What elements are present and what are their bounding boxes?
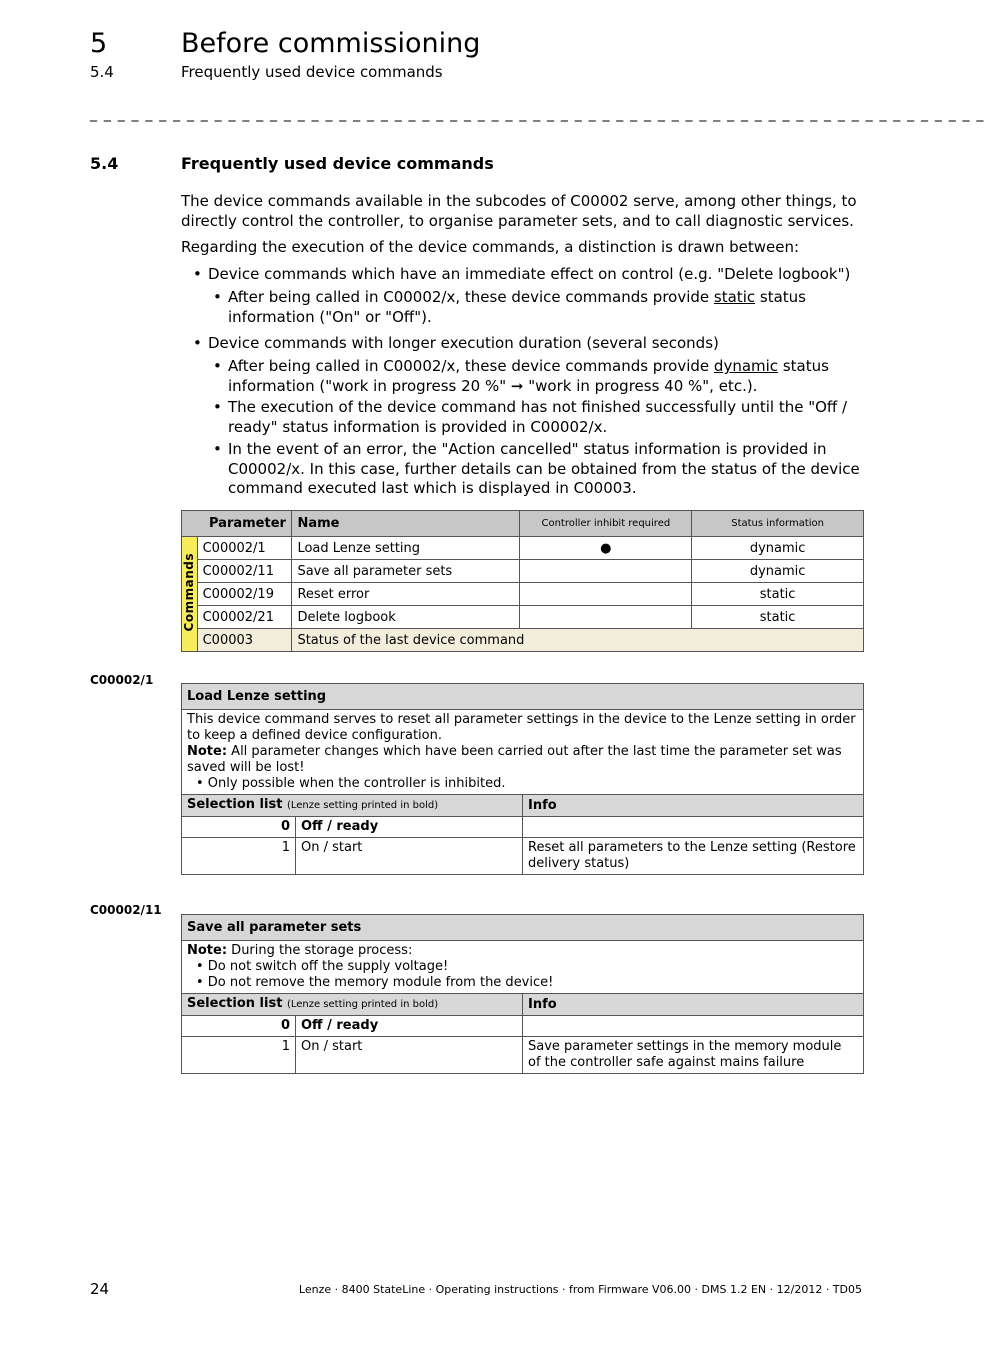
status-cell: dynamic — [692, 560, 864, 583]
param-cell: C00003 — [197, 629, 292, 652]
commands-group-label: Commands — [182, 537, 198, 652]
bullet-longer: • Device commands with longer execution duration (several seconds) — [193, 334, 719, 352]
section-title: Frequently used device commands — [181, 154, 494, 173]
table-row — [182, 1037, 864, 1074]
name-cell: Reset error — [292, 583, 520, 606]
name-cell: On / start — [296, 1037, 523, 1074]
param2-selection-header: Selection list (Lenze setting printed in bold) — [182, 994, 523, 1016]
value-cell: 1 — [182, 1037, 296, 1074]
param2-title: Save all parameter sets — [182, 915, 864, 941]
param-cell: C00002/21 — [197, 606, 292, 629]
col-name: Name — [292, 511, 520, 537]
table-row — [182, 1016, 864, 1037]
param1-selection-header: Selection list (Lenze setting printed in bold) — [182, 795, 523, 817]
value-cell: 0 — [182, 1016, 296, 1037]
col-status: Status information — [692, 511, 864, 537]
table-row — [182, 606, 864, 629]
commands-overview-table — [181, 510, 864, 652]
header-section-title: Frequently used device commands — [181, 63, 443, 81]
bullet-longer-sub3: • In the event of an error, the "Action cancelled" status information is provided in C00002/x. In this case, further details can be obtained from the status of the device command executed last which is displayed in C00003. — [213, 440, 860, 497]
page-number: 24 — [90, 1280, 110, 1298]
info-cell — [523, 817, 864, 838]
intro-paragraph: The device commands available in the subcodes of C00002 serve, among other things, to directly control the controller, to organise parameter sets, and to call diagnostic services. — [181, 192, 857, 230]
value-cell: 0 — [182, 817, 296, 838]
param1-info-header: Info — [523, 795, 864, 817]
param1-table — [181, 683, 864, 875]
param2-label: C00002/11 — [90, 903, 162, 917]
header-section-number: 5.4 — [90, 63, 114, 81]
name-cell: Save all parameter sets — [292, 560, 520, 583]
info-cell: Save parameter settings in the memory module of the controller safe against mains failure — [523, 1037, 864, 1074]
regarding-paragraph: Regarding the execution of the device commands, a distinction is drawn between: — [181, 238, 800, 256]
param2-info-header: Info — [523, 994, 864, 1016]
name-cell: Status of the last device command — [292, 629, 864, 652]
section-number: 5.4 — [90, 154, 119, 173]
inhibit-dot-icon: ● — [520, 537, 692, 560]
name-cell: Delete logbook — [292, 606, 520, 629]
name-cell: Off / ready — [296, 817, 523, 838]
col-parameter: Parameter — [182, 511, 292, 537]
status-cell: static — [692, 606, 864, 629]
table-row — [182, 537, 864, 560]
name-cell: On / start — [296, 838, 523, 875]
bullet-longer-sub1: • After being called in C00002/x, these device commands provide dynamic status information ("work in progress 20 %" ➞ "work in progress 40 %", etc.). — [213, 357, 829, 395]
param2-description: Note: During the storage process: • Do not switch off the supply voltage! • Do not remove the memory module from the device! — [182, 941, 864, 994]
inhibit-cell — [520, 560, 692, 583]
info-cell — [523, 1016, 864, 1037]
param-cell: C00002/1 — [197, 537, 292, 560]
table-row — [182, 629, 864, 652]
chapter-number: 5 — [90, 28, 108, 59]
value-cell: 1 — [182, 838, 296, 875]
table-row — [182, 583, 864, 606]
status-cell: static — [692, 583, 864, 606]
footer-text: Lenze · 8400 StateLine · Operating instructions · from Firmware V06.00 · DMS 1.2 EN · 12/2012 · TD05 — [298, 1283, 862, 1296]
inhibit-cell — [520, 606, 692, 629]
param1-label: C00002/1 — [90, 673, 154, 687]
chapter-title: Before commissioning — [181, 28, 481, 59]
info-cell: Reset all parameters to the Lenze setting (Restore delivery status) — [523, 838, 864, 875]
inhibit-cell — [520, 583, 692, 606]
status-cell: dynamic — [692, 537, 864, 560]
param1-description: This device command serves to reset all parameter settings in the device to the Lenze setting in order to keep a defined device configuration. Note: All parameter changes which have been carried out after the last time the parameter set was saved will be lost! • Only possible when the controller is inhibited. — [182, 710, 864, 795]
table-row — [182, 560, 864, 583]
name-cell: Off / ready — [296, 1016, 523, 1037]
bullet-longer-sub2: • The execution of the device command has not finished successfully until the "Off / ready" status information is provided in C00002/x. — [213, 398, 848, 436]
header-separator: _ _ _ _ _ _ _ _ _ _ _ _ _ _ _ _ _ _ _ _ _ _ _ _ _ _ _ _ _ _ _ _ _ _ _ _ _ _ _ _ _ _ _ _ _ _ _ _ _ _ _ _ _ _ _ _ _ _ _ _ _ _ _ _ _ — [90, 106, 985, 122]
param-cell: C00002/19 — [197, 583, 292, 606]
table-row — [182, 838, 864, 875]
name-cell: Load Lenze setting — [292, 537, 520, 560]
col-inhibit: Controller inhibit required — [520, 511, 692, 537]
table-row — [182, 817, 864, 838]
param-cell: C00002/11 — [197, 560, 292, 583]
bullet-immediate: • Device commands which have an immediate effect on control (e.g. "Delete logbook") — [193, 265, 851, 283]
bullet-immediate-sub: • After being called in C00002/x, these device commands provide static status information ("On" or "Off"). — [213, 288, 806, 326]
param2-table — [181, 914, 864, 1074]
param1-title: Load Lenze setting — [182, 684, 864, 710]
